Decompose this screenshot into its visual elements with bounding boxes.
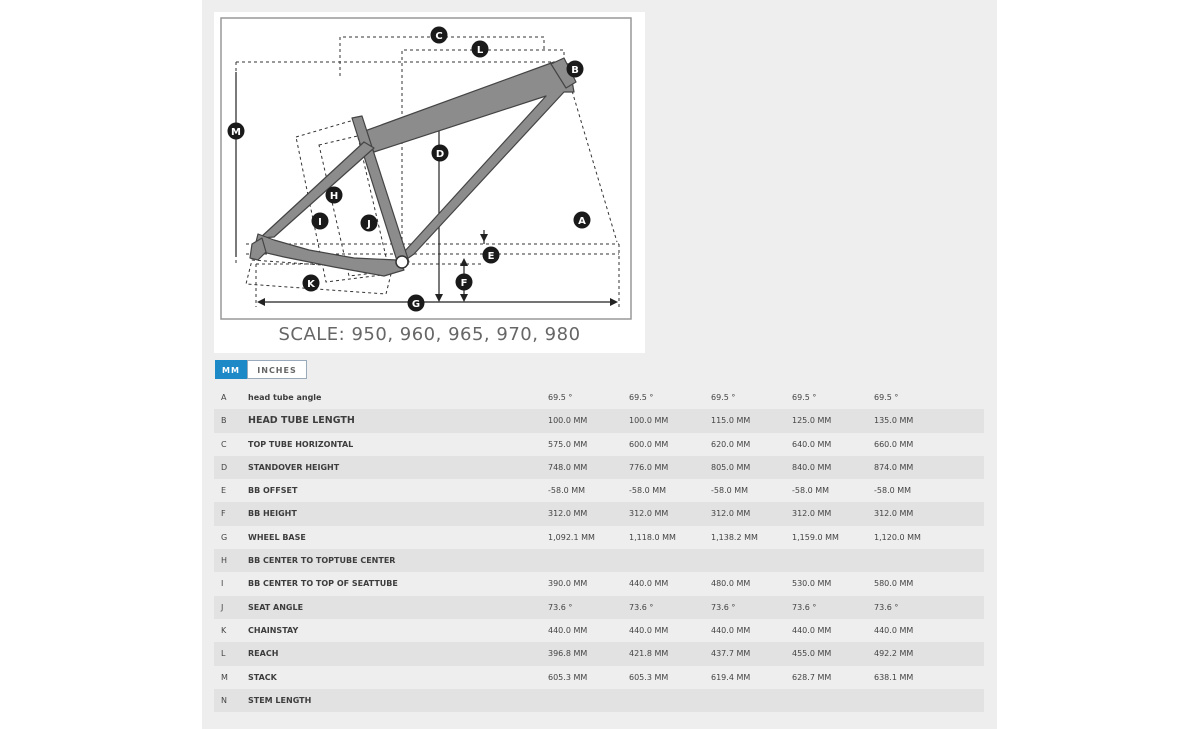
marker-f-icon — [456, 274, 473, 291]
marker-b-icon — [567, 61, 584, 78]
row-value: 440.0 MM — [629, 625, 669, 635]
unit-toggle — [215, 360, 307, 379]
row-value: 575.0 MM — [548, 439, 588, 449]
row-value: 100.0 MM — [629, 416, 669, 426]
table-row — [214, 619, 984, 642]
svg-text:D: D — [435, 149, 445, 160]
row-value: -58.0 MM — [711, 486, 749, 496]
marker-l-icon — [472, 41, 489, 58]
table-row — [214, 502, 984, 525]
row-value: 73.6 ° — [629, 602, 654, 612]
row-label: BB HEIGHT — [248, 509, 297, 519]
row-value: 125.0 MM — [792, 416, 832, 426]
bike-frame — [250, 58, 576, 276]
row-value: 73.6 ° — [874, 602, 899, 612]
marker-a-icon — [574, 212, 591, 229]
table-row — [214, 572, 984, 595]
row-value: 660.0 MM — [874, 439, 914, 449]
frame-diagram-svg — [214, 12, 645, 353]
row-value: 396.8 MM — [548, 649, 588, 659]
row-value: 620.0 MM — [711, 439, 751, 449]
table-row — [214, 642, 984, 665]
row-value: 115.0 MM — [711, 416, 751, 426]
svg-text:M: M — [231, 127, 241, 138]
svg-text:E: E — [487, 251, 495, 262]
row-value: 73.6 ° — [548, 602, 573, 612]
row-letter: G — [221, 532, 228, 542]
geometry-table — [214, 386, 984, 712]
row-value: 440.0 MM — [629, 579, 669, 589]
table-row — [214, 666, 984, 689]
svg-text:F: F — [460, 278, 468, 289]
unit-mm-button[interactable]: MM — [215, 360, 247, 379]
row-value: 312.0 MM — [874, 509, 914, 519]
unit-inches-button[interactable]: INCHES — [247, 360, 307, 379]
row-value: 312.0 MM — [548, 509, 588, 519]
row-value: -58.0 MM — [548, 486, 586, 496]
marker-j-icon — [361, 215, 378, 232]
row-value: 1,120.0 MM — [874, 532, 921, 542]
row-letter: K — [221, 625, 227, 635]
row-value: 69.5 ° — [629, 393, 654, 402]
svg-text:B: B — [571, 65, 579, 76]
svg-text:K: K — [307, 279, 315, 290]
table-row — [214, 479, 984, 502]
row-label: SEAT ANGLE — [248, 602, 304, 612]
table-row — [214, 409, 984, 432]
row-value: 421.8 MM — [629, 649, 669, 659]
row-value: 390.0 MM — [548, 579, 588, 589]
row-value: 312.0 MM — [711, 509, 751, 519]
row-value: 69.5 ° — [548, 393, 573, 402]
row-value: 312.0 MM — [629, 509, 669, 519]
row-letter: B — [221, 416, 227, 426]
row-value: 605.3 MM — [629, 672, 669, 682]
row-value: 69.5 ° — [711, 393, 736, 402]
row-label: STACK — [248, 672, 277, 682]
table-row — [214, 456, 984, 479]
svg-text:H: H — [329, 191, 339, 202]
row-value: 874.0 MM — [874, 462, 914, 472]
row-value: 628.7 MM — [792, 672, 832, 682]
row-value: -58.0 MM — [629, 486, 667, 496]
table-row — [214, 433, 984, 456]
row-value: 100.0 MM — [548, 416, 588, 426]
row-value: 135.0 MM — [874, 416, 914, 426]
scale-label: SCALE: 950, 960, 965, 970, 980 — [278, 324, 581, 345]
row-value: 73.6 ° — [711, 602, 736, 612]
row-value: 1,092.1 MM — [548, 532, 595, 542]
row-value: 600.0 MM — [629, 439, 669, 449]
svg-text:I: I — [318, 217, 322, 228]
marker-e-icon — [483, 247, 500, 264]
svg-text:C: C — [435, 31, 443, 42]
row-letter: N — [221, 695, 227, 705]
row-value: 580.0 MM — [874, 579, 914, 589]
row-value: 748.0 MM — [548, 462, 588, 472]
row-value: 1,138.2 MM — [711, 532, 758, 542]
row-value: 440.0 MM — [792, 625, 832, 635]
geometry-panel — [202, 0, 997, 729]
row-letter: A — [221, 393, 227, 402]
row-letter: D — [221, 462, 228, 472]
row-value: 776.0 MM — [629, 462, 669, 472]
dimension-arrows — [236, 72, 616, 302]
row-value: 69.5 ° — [792, 393, 817, 402]
row-label: HEAD TUBE LENGTH — [248, 415, 355, 427]
row-letter: C — [221, 439, 227, 449]
row-value: 805.0 MM — [711, 462, 751, 472]
table-row — [214, 689, 984, 712]
row-value: 440.0 MM — [711, 625, 751, 635]
row-value: 312.0 MM — [792, 509, 832, 519]
row-label: BB CENTER TO TOPTUBE CENTER — [248, 556, 396, 566]
svg-text:L: L — [476, 45, 484, 56]
marker-g-icon — [408, 295, 425, 312]
row-value: 638.1 MM — [874, 672, 914, 682]
marker-m-icon — [228, 123, 245, 140]
row-letter: E — [221, 486, 227, 496]
row-letter: H — [221, 556, 228, 566]
row-label: BB OFFSET — [248, 486, 298, 496]
row-value: 530.0 MM — [792, 579, 832, 589]
row-value: 605.3 MM — [548, 672, 588, 682]
row-value: 440.0 MM — [874, 625, 914, 635]
row-label: BB CENTER TO TOP OF SEATTUBE — [248, 579, 398, 589]
table-row — [214, 386, 984, 409]
row-value: 73.6 ° — [792, 602, 817, 612]
svg-text:G: G — [411, 299, 421, 310]
row-value: 455.0 MM — [792, 649, 832, 659]
row-label: WHEEL BASE — [248, 532, 306, 542]
row-letter: J — [221, 602, 224, 612]
row-value: 640.0 MM — [792, 439, 832, 449]
row-value: 480.0 MM — [711, 579, 751, 589]
row-value: 619.4 MM — [711, 672, 751, 682]
row-letter: L — [221, 649, 226, 659]
svg-text:J: J — [367, 219, 371, 230]
row-letter: M — [221, 672, 228, 682]
marker-c-icon — [431, 27, 448, 44]
row-label: TOP TUBE HORIZONTAL — [248, 439, 354, 449]
table-row — [214, 596, 984, 619]
marker-i-icon — [312, 213, 329, 230]
row-label: REACH — [248, 649, 279, 659]
frame-geometry-diagram — [214, 12, 645, 353]
row-value: 840.0 MM — [792, 462, 832, 472]
bb-shell — [396, 256, 408, 268]
row-value: 69.5 ° — [874, 393, 899, 402]
row-value: 437.7 MM — [711, 649, 751, 659]
row-label: head tube angle — [248, 393, 322, 402]
row-label: CHAINSTAY — [248, 625, 299, 635]
row-letter: I — [221, 579, 224, 589]
row-value: -58.0 MM — [874, 486, 912, 496]
row-label: STANDOVER HEIGHT — [248, 462, 340, 472]
row-value: 1,118.0 MM — [629, 532, 676, 542]
table-row — [214, 526, 984, 549]
row-value: 492.2 MM — [874, 649, 914, 659]
svg-text:A: A — [578, 216, 586, 227]
row-letter: F — [221, 509, 226, 519]
table-row — [214, 549, 984, 572]
row-value: 440.0 MM — [548, 625, 588, 635]
marker-d-icon — [432, 145, 449, 162]
row-value: -58.0 MM — [792, 486, 830, 496]
marker-k-icon — [303, 275, 320, 292]
marker-h-icon — [326, 187, 343, 204]
row-label: STEM LENGTH — [248, 695, 312, 705]
row-value: 1,159.0 MM — [792, 532, 839, 542]
